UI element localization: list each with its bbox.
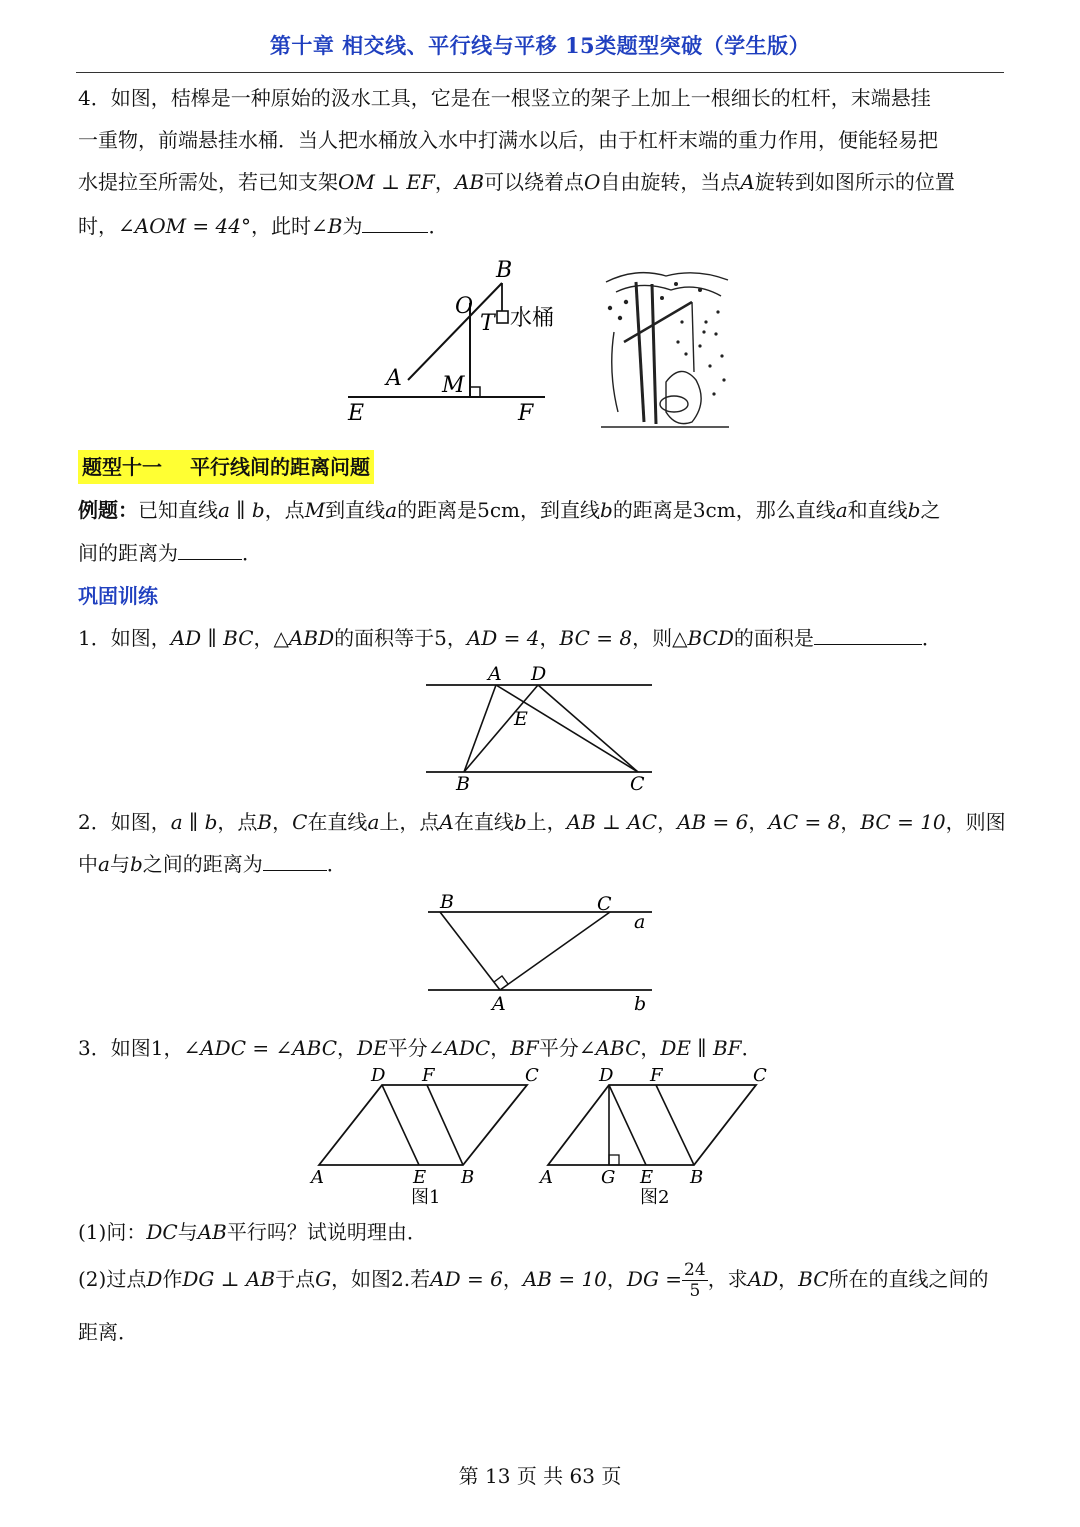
p3-figure-2 (536, 1063, 776, 1213)
right-angle-mark (609, 1155, 619, 1165)
example-line-1: 例题：已知直线a ∥ b，点M到直线a的距离是5cm，到直线b的距离是3cm，那么直线a和直线b之 (78, 498, 941, 522)
figure-caption: 图1 (411, 1187, 441, 1208)
p3-figure-1 (305, 1063, 545, 1213)
p1-trapezoid-figure (420, 660, 660, 795)
label-o: O (455, 294, 474, 319)
label-b-point: B (440, 891, 454, 913)
label-a: A (492, 993, 506, 1015)
label-bucket: 水桶 (510, 306, 555, 331)
label-c: C (525, 1065, 539, 1086)
label-b: B (456, 773, 470, 795)
segment-de (609, 1085, 646, 1165)
right-angle-mark (494, 976, 508, 984)
label-b: B (461, 1167, 475, 1188)
right-angle-mark (470, 387, 480, 397)
parallelogram-abcd (548, 1085, 756, 1165)
example-line-2: 间的距离为 ． (78, 541, 262, 565)
label-a: A (386, 366, 402, 391)
label-line-a: a (634, 911, 646, 933)
segment-de (382, 1085, 419, 1165)
segment-bf (656, 1085, 694, 1165)
answer-blank (263, 854, 327, 871)
label-f: F (422, 1065, 435, 1086)
label-t: T (480, 311, 495, 336)
p2-figure (420, 888, 665, 1018)
label-d: D (531, 663, 547, 685)
label-e: E (514, 708, 528, 730)
label-b: B (690, 1167, 704, 1188)
label-g: G (601, 1167, 616, 1188)
figure-caption: 图2 (640, 1187, 670, 1208)
section-heading: 题型十一 平行线间的距离问题 (78, 450, 374, 484)
p3-sub1: (1)问：DC与AB平行吗？试说明理由． (78, 1220, 427, 1244)
fraction: $\frac{24}{5}$ (684, 1260, 706, 1301)
label-f: F (650, 1065, 663, 1086)
label-c: C (753, 1065, 767, 1086)
answer-blank (362, 216, 428, 233)
parallelogram-abcd (319, 1085, 527, 1165)
label-d: D (599, 1065, 614, 1086)
p1-line-1: 1．如图，AD ∥ BC，△ABD的面积等于5，AD = 4，BC = 8，则△BCD的面积是 ． (78, 626, 942, 650)
label-a: A (488, 663, 502, 685)
label-m: M (442, 373, 465, 398)
segment-bf (427, 1085, 463, 1165)
page-footer: 第 13 页 共 63 页 (458, 1464, 622, 1488)
practice-heading: 巩固训练 (78, 584, 158, 608)
bucket-square (497, 311, 508, 323)
q4-line-4: 时，∠AOM = 44°，此时∠B为 ． (78, 214, 449, 238)
label-e: E (413, 1167, 427, 1188)
answer-blank (814, 628, 922, 645)
p2-line-1: 2．如图，a ∥ b，点B，C在直线a上，点A在直线b上，AB ⊥ AC，AB = 6，AC = 8，BC = 10，则图 (78, 810, 1006, 834)
label-a: A (311, 1167, 324, 1188)
header-rule (76, 72, 1004, 73)
label-f: F (518, 401, 534, 426)
label-e: E (640, 1167, 654, 1188)
shadoof-illustration (596, 262, 734, 434)
q4-line-2: 一重物，前端悬挂水桶．当人把水桶放入水中打满水以后，由于杠杆末端的重力作用，便能轻易把 (78, 128, 938, 152)
q4-line-3: 水提拉至所需处，若已知支架OM ⊥ EF，AB可以绕着点O自由旋转，当点A旋转到如图所示的位置 (78, 170, 955, 194)
p3-line-1: 3．如图1，∠ADC = ∠ABC，DE平分∠ADC，BF平分∠ABC，DE ∥ BF． (78, 1036, 762, 1060)
label-d: D (371, 1065, 386, 1086)
label-c: C (597, 893, 612, 915)
label-c: C (630, 773, 645, 795)
p3-sub2-line-2: 距离． (78, 1320, 138, 1344)
answer-blank (178, 543, 242, 560)
q4-line-1: 4．如图，桔槔是一种原始的汲水工具，它是在一根竖立的架子上加上一根细长的杠杆，末端悬挂 (78, 86, 931, 110)
page-header-title: 第十章 相交线、平行线与平移 15类题型突破（学生版） (269, 33, 811, 58)
label-a: A (540, 1167, 553, 1188)
p3-sub2: (2)过点D作DG ⊥ AB于点G，如图2.若AD = 6，AB = 10，DG = $\frac{24}{5}$ ，求AD，BC所在的直线之间的 (78, 1260, 989, 1301)
label-b: B (496, 258, 513, 283)
label-line-b: b (634, 993, 647, 1015)
label-e: E (348, 401, 365, 426)
p2-line-2: 中a与b之间的距离为 ． (78, 852, 347, 876)
q4-lever-figure (340, 255, 580, 430)
